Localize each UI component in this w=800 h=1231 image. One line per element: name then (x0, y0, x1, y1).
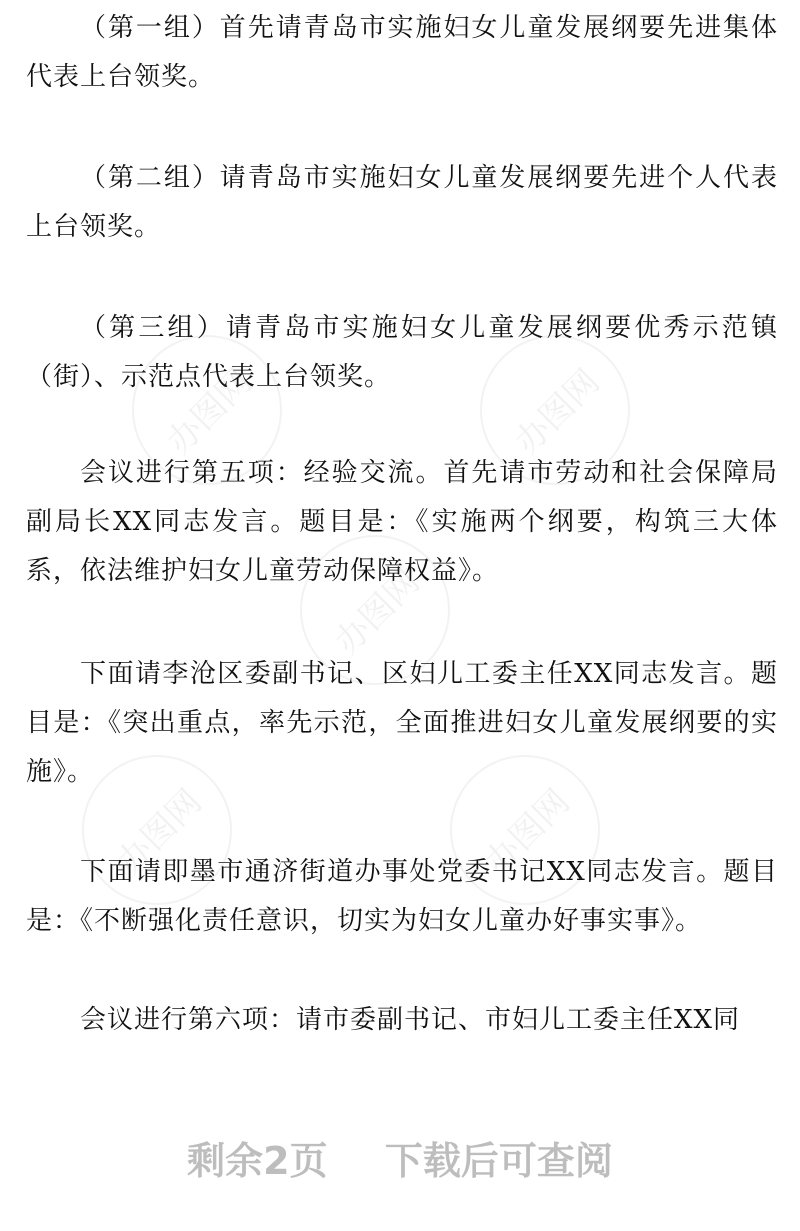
paragraph-award-group-two: （第二组）请青岛市实施妇女儿童发展纲要先进个人代表上台领奖。 (26, 163, 778, 242)
paragraph-licang-speech: 下面请李沧区委副书记、区妇儿工委主任XX同志发言。题目是：《突出重点，率先示范，全面推进妇女儿童发展纲要的实施》。 (26, 659, 778, 787)
paragraph-award-group-one: （第一组）首先请青岛市实施妇女儿童发展纲要先进集体代表上台领奖。 (26, 13, 778, 92)
watermark-stamp: 办图网 (450, 755, 600, 905)
watermark-stamp: 办图网 (480, 335, 630, 485)
watermark-stamp: 办图网 (132, 335, 282, 485)
watermark-stamp: 办图网 (300, 535, 450, 685)
paragraph-item-five-exchange: 会议进行第五项：经验交流。首先请市劳动和社会保障局副局长XX同志发言。题目是：《实施两个纲要，构筑三大体系，依法维护妇女儿童劳动保障权益》。 (26, 458, 778, 586)
watermark-stamp: 办图网 (82, 755, 232, 905)
paragraph-award-group-three: （第三组）请青岛市实施妇女儿童发展纲要优秀示范镇（街）、示范点代表上台领奖。 (26, 313, 778, 392)
download-remaining-pages-banner[interactable]: 剩余2页 下载后可查阅 (187, 1139, 613, 1183)
paragraph-jimo-speech: 下面请即墨市通济街道办事处党委书记XX同志发言。题目是：《不断强化责任意识，切实为妇女儿童办好事实事》。 (26, 857, 778, 936)
paragraph-item-six: 会议进行第六项：请市委副书记、市妇儿工委主任XX同 (80, 1005, 741, 1035)
